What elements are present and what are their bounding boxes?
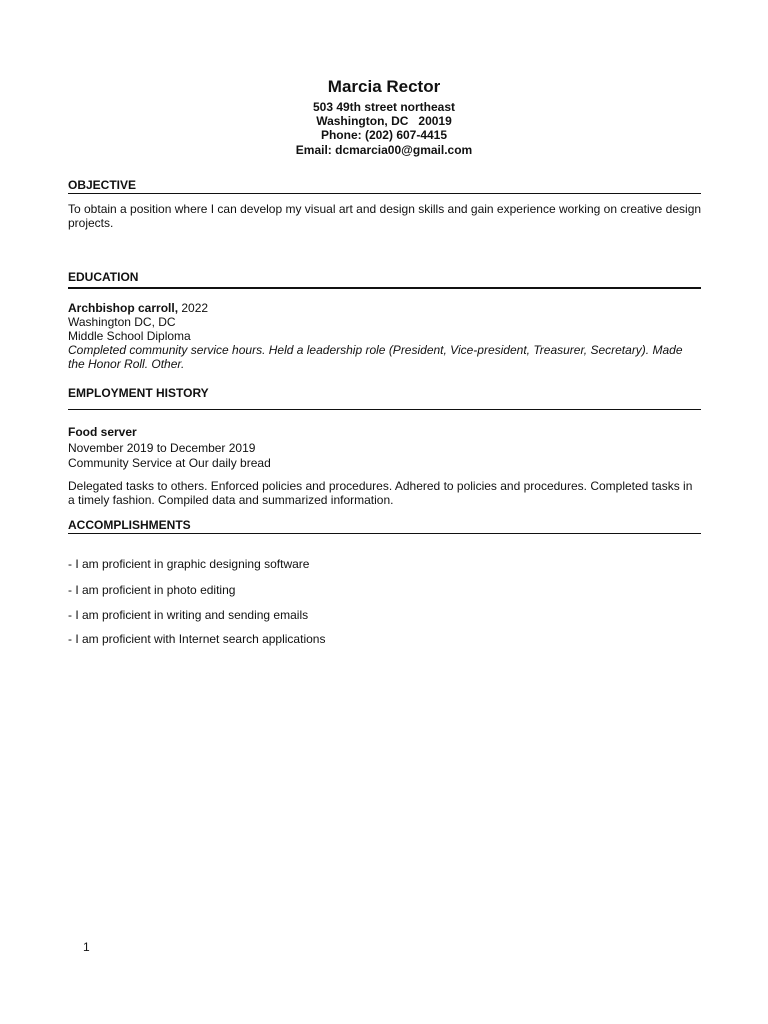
education-school-line — [68, 301, 702, 315]
accomplishment-item: - I am proficient in writing and sending emails — [68, 608, 309, 622]
page-number: 1 — [83, 940, 90, 954]
accomplishments-divider — [68, 533, 701, 534]
objective-text: To obtain a position where I can develop my visual art and design skills and gain experience working on creative design projects. — [68, 202, 702, 230]
employment-divider — [68, 409, 701, 410]
accomplishment-item: - I am proficient with Internet search applications — [68, 632, 326, 646]
accomplishments-heading: ACCOMPLISHMENTS — [68, 518, 191, 532]
education-divider — [68, 287, 701, 289]
accomplishment-item: - I am proficient in photo editing — [68, 583, 236, 597]
accomplishment-item: - I am proficient in graphic designing software — [68, 557, 310, 571]
degree: Middle School Diploma — [68, 329, 191, 343]
job-dates: November 2019 to December 2019 — [68, 440, 256, 455]
education-details: Completed community service hours. Held a leadership role (President, Vice-president, Treasurer, Secretary). Made the Honor Roll. Other. — [68, 343, 683, 371]
job-title: Food server — [68, 425, 137, 439]
job-employer: Community Service at Our daily bread — [68, 456, 271, 470]
school-location: Washington DC, DC — [68, 315, 176, 329]
objective-heading: OBJECTIVE — [68, 178, 137, 192]
email-line: Email: dcmarcia00@gmail.com — [295, 142, 473, 157]
address-line: 503 49th street northeast — [312, 100, 456, 114]
education-heading: EDUCATION — [68, 270, 139, 284]
objective-divider — [68, 193, 701, 194]
graduation-year: 2022 — [178, 301, 209, 315]
city-line: Washington, DC 20019 — [316, 114, 452, 129]
employment-heading: EMPLOYMENT HISTORY — [68, 386, 209, 400]
education-entry — [68, 301, 702, 371]
job-description: Delegated tasks to others. Enforced policies and procedures. Adhered to policies and procedures. Completed tasks in a timely fashion. Compiled data and summarized information. — [68, 479, 693, 507]
phone-line: Phone: (202) 607-4415 — [320, 128, 448, 143]
resume-header — [0, 77, 768, 157]
school-name: Archbishop carroll, — [68, 301, 179, 315]
candidate-name: Marcia Rector — [327, 77, 441, 96]
employment-entry — [68, 425, 702, 472]
